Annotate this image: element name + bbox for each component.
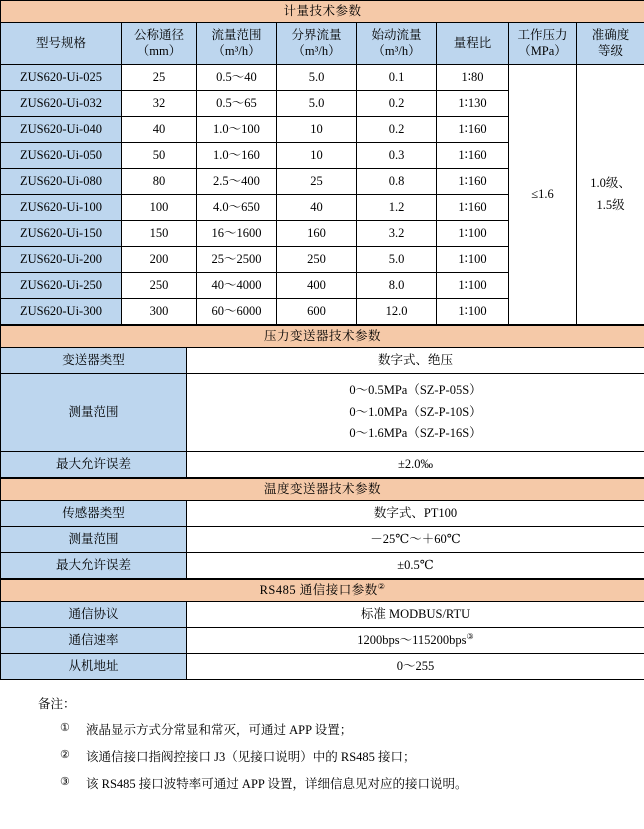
header-start-flow: 始动流量 （m³/h） [357,23,437,65]
cell-flow-range: 25～2500 [197,247,277,273]
value-temperature-range: －25℃～＋60℃ [187,527,644,553]
label-slave-address: 从机地址 [1,654,187,680]
cell-split-flow: 5.0 [277,65,357,91]
table-row [1,501,644,527]
cell-start-flow: 0.8 [357,169,437,195]
rs485-section-title [1,580,644,602]
label-transmitter-type: 变送器类型 [1,348,187,374]
cell-model: ZUS620-Ui-250 [1,273,122,299]
metering-header-row [1,23,644,65]
cell-ratio: 1∶100 [437,247,509,273]
value-temperature-max-error: ±0.5℃ [187,553,644,579]
cell-split-flow: 40 [277,195,357,221]
pressure-section-title-row [1,326,644,348]
note-number: ③ [60,776,70,788]
cell-ratio: 1∶160 [437,169,509,195]
header-nominal-diameter: 公称通径 （mm） [122,23,197,65]
metering-parameters-table [0,0,644,325]
table-row [1,553,644,579]
temperature-section-title-row [1,479,644,501]
header-flow-range: 流量范围 （m³/h） [197,23,277,65]
cell-flow-range: 2.5～400 [197,169,277,195]
label-pressure-range: 测量范围 [1,374,187,452]
notes-block [0,694,644,792]
cell-start-flow: 5.0 [357,247,437,273]
label-protocol: 通信协议 [1,602,187,628]
header-turndown-ratio: 量程比 [437,23,509,65]
cell-working-pressure: ≤1.6 [509,65,577,325]
cell-model: ZUS620-Ui-080 [1,169,122,195]
rs485-table [0,579,644,680]
cell-ratio: 1∶160 [437,143,509,169]
cell-flow-range: 40～4000 [197,273,277,299]
cell-flow-range: 4.0～650 [197,195,277,221]
list-item [38,720,644,738]
cell-start-flow: 12.0 [357,299,437,325]
table-row [1,602,644,628]
cell-split-flow: 10 [277,143,357,169]
cell-ratio: 1∶100 [437,273,509,299]
note-text: 液晶显示方式分常显和常灭，可通过 APP 设置； [86,723,353,737]
cell-start-flow: 3.2 [357,221,437,247]
label-pressure-max-error: 最大允许误差 [1,452,187,478]
label-temperature-range: 测量范围 [1,527,187,553]
cell-ratio: 1∶160 [437,117,509,143]
cell-flow-range: 1.0～160 [197,143,277,169]
list-item [38,774,644,792]
pressure-section-title: 压力变送器技术参数 [1,326,644,348]
value-slave-address: 0～255 [187,654,644,680]
cell-start-flow: 8.0 [357,273,437,299]
value-protocol: 标准 MODBUS/RTU [187,602,644,628]
temperature-section-title: 温度变送器技术参数 [1,479,644,501]
note-text: 该通信接口指阀控接口 J3（见接口说明）中的 RS485 接口； [86,750,416,764]
note-number: ② [60,749,70,761]
cell-dn: 25 [122,65,197,91]
cell-model: ZUS620-Ui-050 [1,143,122,169]
cell-model: ZUS620-Ui-300 [1,299,122,325]
header-split-flow: 分界流量 （m³/h） [277,23,357,65]
cell-model: ZUS620-Ui-100 [1,195,122,221]
table-row [1,654,644,680]
cell-split-flow: 5.0 [277,91,357,117]
cell-split-flow: 160 [277,221,357,247]
cell-ratio: 1∶160 [437,195,509,221]
table-row [1,452,644,478]
cell-dn: 250 [122,273,197,299]
table-row [1,65,644,91]
cell-ratio: 1∶130 [437,91,509,117]
cell-start-flow: 1.2 [357,195,437,221]
cell-dn: 300 [122,299,197,325]
cell-dn: 40 [122,117,197,143]
cell-dn: 150 [122,221,197,247]
rs485-title-footnote-marker: ② [377,582,386,592]
cell-dn: 80 [122,169,197,195]
cell-ratio: 1∶80 [437,65,509,91]
cell-model: ZUS620-Ui-040 [1,117,122,143]
baud-rate-footnote-marker: ③ [466,632,474,642]
table-row [1,527,644,553]
cell-split-flow: 600 [277,299,357,325]
cell-split-flow: 250 [277,247,357,273]
cell-flow-range: 0.5～40 [197,65,277,91]
cell-split-flow: 400 [277,273,357,299]
value-baud-rate [187,628,644,654]
cell-ratio: 1∶100 [437,221,509,247]
notes-title: 备注： [38,697,76,711]
cell-flow-range: 60～6000 [197,299,277,325]
cell-start-flow: 0.3 [357,143,437,169]
cell-model: ZUS620-Ui-200 [1,247,122,273]
table-row [1,628,644,654]
cell-start-flow: 0.2 [357,117,437,143]
header-accuracy-class: 准确度 等级 [577,23,644,65]
table-row [1,374,644,452]
cell-dn: 50 [122,143,197,169]
cell-split-flow: 10 [277,117,357,143]
rs485-section-title-row [1,580,644,602]
temperature-transmitter-table [0,478,644,579]
cell-dn: 100 [122,195,197,221]
note-text: 该 RS485 接口波特率可通过 APP 设置，详细信息见对应的接口说明。 [86,777,468,791]
header-model: 型号规格 [1,23,122,65]
value-sensor-type: 数字式、PT100 [187,501,644,527]
cell-accuracy-class: 1.0级、 1.5级 [577,65,644,325]
cell-split-flow: 25 [277,169,357,195]
rs485-section-title-text: RS485 通信接口参数 [259,583,378,598]
value-transmitter-type: 数字式、绝压 [187,348,644,374]
value-pressure-max-error: ±2.0‰ [187,452,644,478]
note-number: ① [60,722,70,734]
list-item [38,747,644,765]
pressure-transmitter-table [0,325,644,478]
header-working-pressure: 工作压力 （MPa） [509,23,577,65]
metering-section-title-row [1,1,644,23]
cell-dn: 32 [122,91,197,117]
cell-ratio: 1∶100 [437,299,509,325]
cell-model: ZUS620-Ui-025 [1,65,122,91]
table-row [1,348,644,374]
value-pressure-range: 0～0.5MPa（SZ-P-05S） 0～1.0MPa（SZ-P-10S） 0～1.6MPa（SZ-P-16S） [187,374,644,452]
cell-flow-range: 16～1600 [197,221,277,247]
cell-flow-range: 0.5～65 [197,91,277,117]
cell-model: ZUS620-Ui-032 [1,91,122,117]
label-temperature-max-error: 最大允许误差 [1,553,187,579]
value-baud-rate-text: 1200bps～115200bps [357,633,467,648]
cell-flow-range: 1.0～100 [197,117,277,143]
cell-dn: 200 [122,247,197,273]
label-sensor-type: 传感器类型 [1,501,187,527]
cell-model: ZUS620-Ui-150 [1,221,122,247]
cell-start-flow: 0.2 [357,91,437,117]
metering-section-title: 计量技术参数 [1,1,644,23]
label-baud-rate: 通信速率 [1,628,187,654]
cell-start-flow: 0.1 [357,65,437,91]
